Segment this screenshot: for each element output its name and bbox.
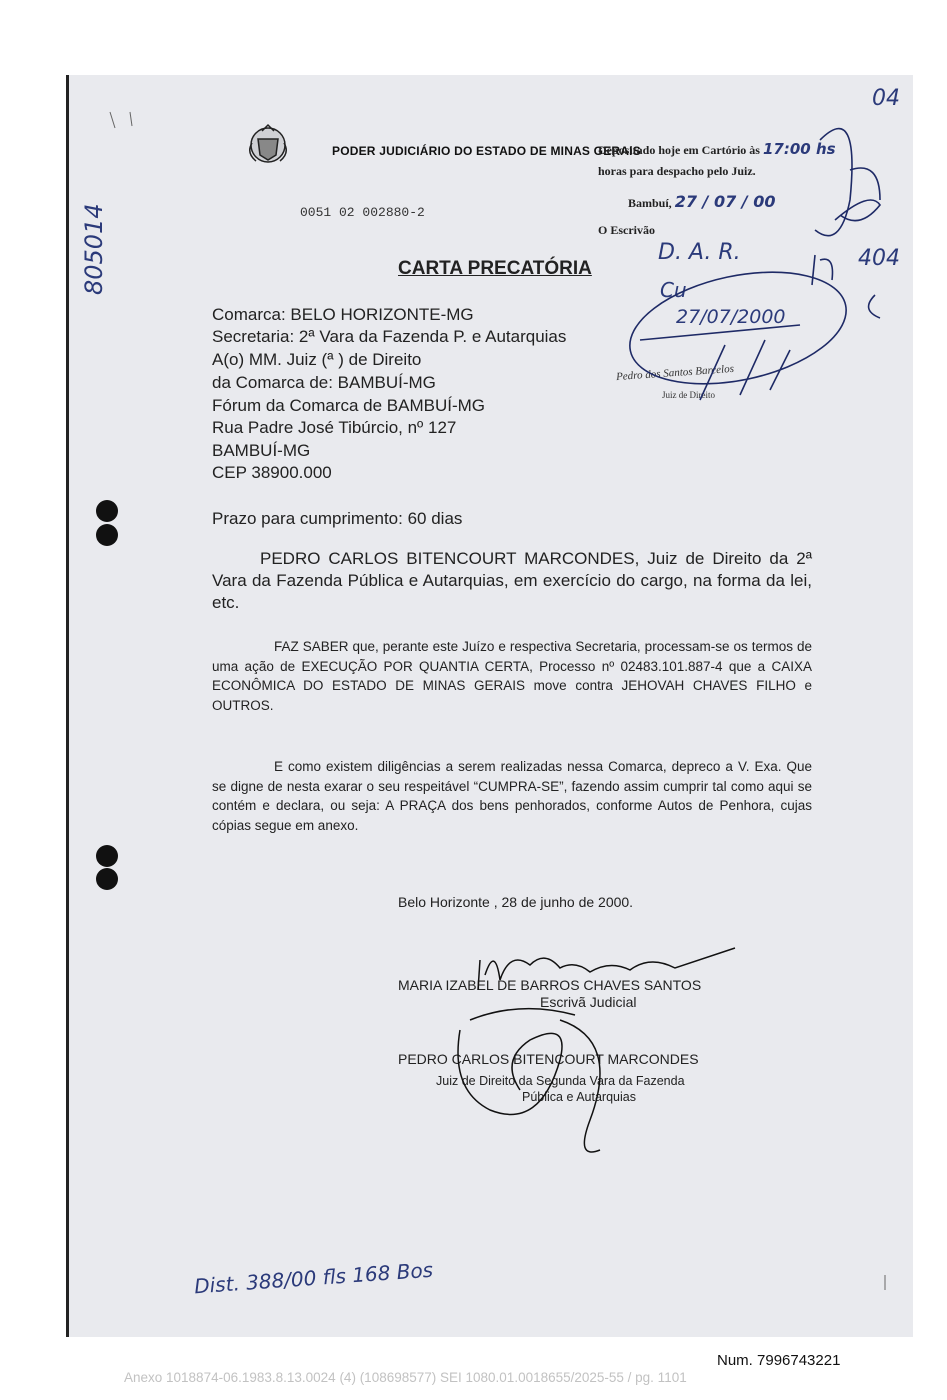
signature-name-clerk: MARIA IZABEL DE BARROS CHAVES SANTOS	[398, 977, 702, 993]
stamp-line-4: O Escrivão	[598, 223, 655, 237]
signature-role-judge: Pública e Autarquias	[522, 1090, 636, 1104]
address-line: Fórum da Comarca de BAMBUÍ-MG	[212, 396, 486, 415]
stamp-line-2: horas para despacho pelo Juiz.	[598, 164, 756, 178]
hole-punch	[96, 524, 118, 546]
address-line: Comarca: BELO HORIZONTE-MG	[212, 305, 474, 324]
handwritten-dar: D. A. R.	[658, 240, 741, 265]
deadline: Prazo para cumprimento: 60 dias	[212, 509, 463, 528]
signature-role-clerk: Escrivã Judicial	[540, 994, 637, 1010]
address-line: BAMBUÍ-MG	[212, 441, 311, 460]
body-paragraph-2: E como existem diligências a serem realizadas nessa Comarca, depreco a V. Exa. Que se digne de nesta exarar o seu respeitável “CUMPRA-SE”, fazendo assim cumprir tal como aqui se contém e declara, ou seja: A PRAÇA dos bens penhorados, conforme Autos de Penhora, cujas cópias segue em anexo.	[212, 759, 812, 833]
court-header: PODER JUDICIÁRIO DO ESTADO DE MINAS GERAIS	[332, 144, 641, 158]
handwritten-cumpra: Cu	[660, 278, 687, 302]
hole-punch	[96, 500, 118, 522]
date-line: Belo Horizonte , 28 de junho de 2000.	[398, 894, 634, 910]
footer-reference: Anexo 1018874-06.1983.8.13.0024 (4) (108698577) SEI 1080.01.0018655/2025-55 / pg. 1101	[124, 1370, 687, 1385]
address-line: Secretaria: 2ª Vara da Fazenda P. e Autarquias	[212, 327, 567, 346]
judge-stamp-role: Juiz de Direito	[662, 390, 715, 400]
handwritten-side-note: 404	[858, 246, 900, 271]
intro-paragraph: PEDRO CARLOS BITENCOURT MARCONDES, Juiz de Direito da 2ª Vara da Fazenda Pública e Autarquias, em exercício do cargo, na forma da lei, etc.	[212, 549, 812, 612]
judge-stamp-name: Pedro dos Santos Barcelos	[615, 362, 735, 384]
address-line: da Comarca de: BAMBUÍ-MG	[212, 373, 436, 392]
signature-role-judge: Juiz de Direito da Segunda Vara da Fazenda	[436, 1074, 685, 1088]
address-line: CEP 38900.000	[212, 463, 332, 482]
stamp-line-3: Bambuí, 27 / 07 / 00	[628, 192, 776, 211]
handwritten-cumpra-date: 27/07/2000	[676, 306, 786, 328]
process-number: 0051 02 002880-2	[300, 205, 425, 220]
stamp-line-1: Depositado hoje em Cartório às 17:00 hs	[598, 140, 836, 158]
document-number: Num. 7996743221	[717, 1352, 841, 1369]
handwritten-margin-number: 805014	[80, 203, 108, 295]
handwritten-bottom-note: Dist. 388/00 fls 168 Bos	[193, 1257, 434, 1299]
body-paragraph-1: FAZ SABER que, perante este Juízo e respectiva Secretaria, processam-se os termos de uma ação de EXECUÇÃO POR QUANTIA CERTA, Processo nº 02483.101.887-4 que a CAIXA ECONÔMICA DO ESTADO DE MINAS GERAIS move contra JEHOVAH CHAVES FILHO e OUTROS.	[212, 639, 812, 713]
signature-name-judge: PEDRO CARLOS BITENCOURT MARCONDES	[398, 1051, 699, 1067]
hole-punch	[96, 868, 118, 890]
hole-punch	[96, 845, 118, 867]
address-line: A(o) MM. Juiz (ª ) de Direito	[212, 350, 422, 369]
address-line: Rua Padre José Tibúrcio, nº 127	[212, 418, 457, 437]
handwritten-top-right: 04	[872, 86, 900, 111]
document-title: CARTA PRECATÓRIA	[398, 258, 592, 279]
